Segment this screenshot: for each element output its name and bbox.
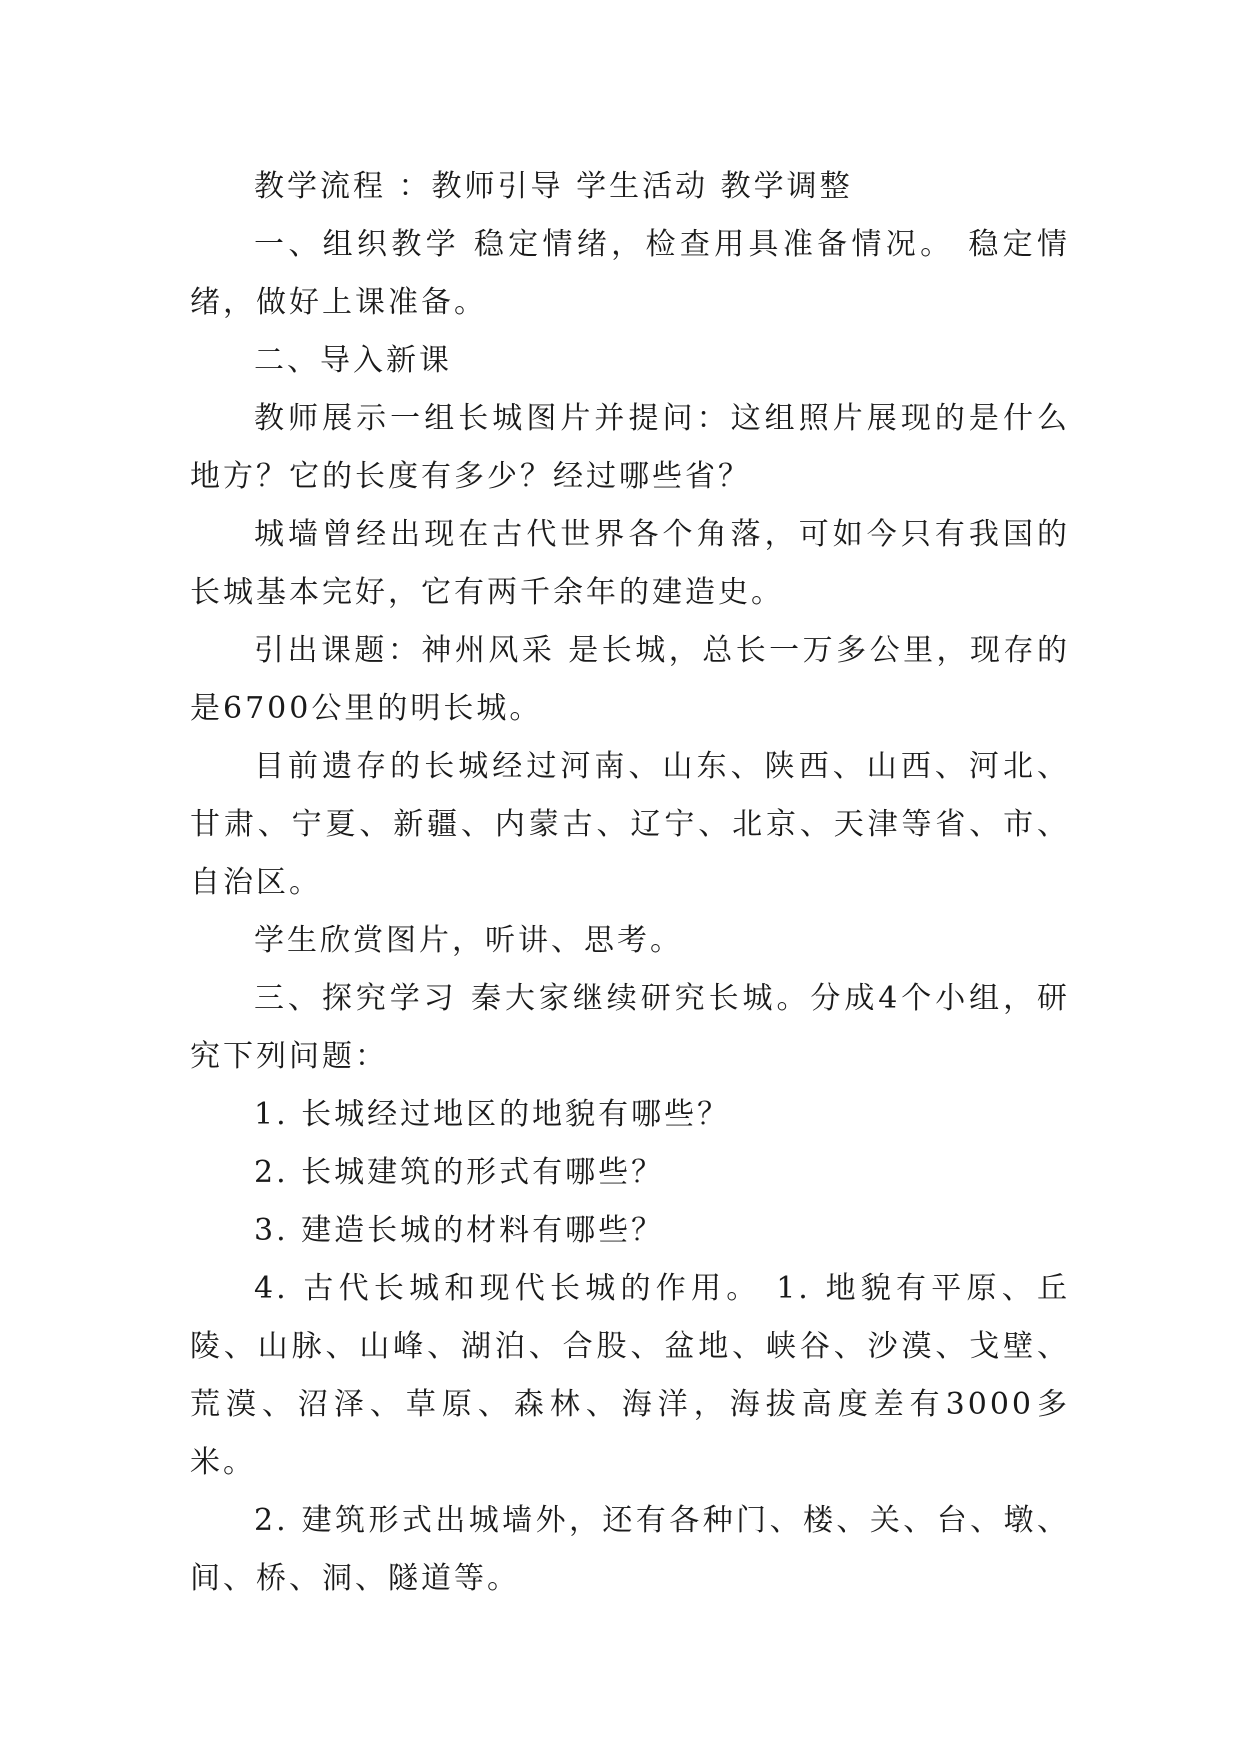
- paragraph-new-lesson-heading: 二、导入新课: [254, 343, 452, 378]
- document-body: [190, 158, 1070, 1608]
- paragraph-inquiry-learning: 三、探究学习 秦大家继续研究长城。分成4个小组，研究下列问题：: [190, 981, 1070, 1074]
- paragraph-architecture-forms: 2. 建筑形式出城墙外，还有各种门、楼、关、台、墩、间、桥、洞、隧道等。: [190, 1503, 1070, 1596]
- paragraph-provinces: 目前遗存的长城经过河南、山东、陕西、山西、河北、甘肃、宁夏、新疆、内蒙古、辽宁、北京、天津等省、市、自治区。: [190, 749, 1070, 900]
- list-item-question-3: 3. 建造长城的材料有哪些？: [254, 1213, 665, 1248]
- paragraph-organize-teaching: 一、组织教学 稳定情绪，检查用具准备情况。 稳定情绪，做好上课准备。: [190, 227, 1070, 320]
- list-item-question-2: 2. 长城建筑的形式有哪些？: [254, 1155, 665, 1190]
- list-item-question-1: 1. 长城经过地区的地貌有哪些？: [254, 1097, 731, 1132]
- paragraph-students-activity: 学生欣赏图片，听讲、思考。: [254, 923, 683, 958]
- list-item-question-4: 4. 古代长城和现代长城的作用。 1. 地貌有平原、丘陵、山脉、山峰、湖泊、合股、盆地、峡谷、沙漠、戈壁、荒漠、沼泽、草原、森林、海洋，海拔高度差有3000多米。: [190, 1271, 1070, 1480]
- paragraph-city-walls: 城墙曾经出现在古代世界各个角落，可如今只有我国的长城基本完好，它有两千余年的建造史。: [190, 517, 1070, 610]
- paragraph-teaching-flow: 教学流程 ：教师引导 学生活动 教学调整: [254, 169, 853, 204]
- paragraph-topic-intro: 引出课题：神州风采 是长城，总长一万多公里，现存的是6700公里的明长城。: [190, 633, 1070, 726]
- paragraph-teacher-question: 教师展示一组长城图片并提问：这组照片展现的是什么地方？它的长度有多少？经过哪些省？: [190, 401, 1070, 494]
